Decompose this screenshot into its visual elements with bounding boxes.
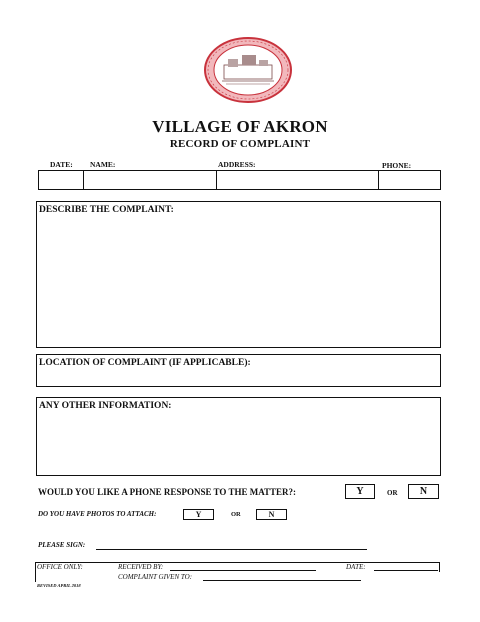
photos-question: DO YOU HAVE PHOTOS TO ATTACH: (38, 510, 157, 518)
village-seal-icon (204, 37, 292, 103)
revised-date: REVISED APRIL 2018 (37, 583, 81, 588)
describe-complaint-label: DESCRIBE THE COMPLAINT: (39, 205, 174, 215)
office-date-label: DATE: (346, 563, 366, 571)
location-label: LOCATION OF COMPLAINT (IF APPLICABLE): (39, 358, 251, 368)
office-only-label: OFFICE ONLY: (37, 563, 83, 571)
name-label: NAME: (90, 160, 116, 169)
contact-fields-row (38, 170, 441, 190)
photos-no-box[interactable]: N (256, 509, 287, 520)
page-title: VILLAGE OF AKRON (152, 117, 328, 136)
date-field[interactable] (39, 171, 84, 189)
complaint-given-to-line[interactable] (203, 580, 361, 581)
phone-field[interactable] (379, 171, 440, 189)
please-sign-label: PLEASE SIGN: (38, 541, 86, 549)
photos-or: OR (231, 511, 241, 518)
photos-yes-box[interactable]: Y (183, 509, 214, 520)
other-information-label: ANY OTHER INFORMATION: (39, 401, 172, 411)
phone-response-question: WOULD YOU LIKE A PHONE RESPONSE TO THE MATTER?: (38, 487, 297, 497)
signature-line[interactable] (96, 549, 367, 550)
office-date-line[interactable] (374, 570, 438, 571)
complaint-given-to-label: COMPLAINT GIVEN TO: (118, 573, 193, 581)
phone-response-no-box[interactable]: N (408, 484, 439, 499)
other-information-box[interactable] (36, 397, 441, 476)
received-by-label: RECEIVED BY: (118, 563, 164, 571)
address-label: ADDRESS: (218, 160, 256, 169)
location-box[interactable] (36, 354, 441, 387)
page-subtitle: RECORD OF COMPLAINT (169, 138, 311, 150)
village-seal (204, 37, 292, 103)
date-label: DATE: (50, 160, 73, 169)
describe-complaint-box[interactable] (36, 201, 441, 348)
name-field[interactable] (84, 171, 217, 189)
address-field[interactable] (217, 171, 379, 189)
phone-response-or: OR (387, 489, 398, 497)
received-by-line[interactable] (170, 570, 316, 571)
phone-label: PHONE: (382, 161, 412, 170)
phone-response-yes-box[interactable]: Y (345, 484, 375, 499)
office-left-border (35, 572, 36, 582)
